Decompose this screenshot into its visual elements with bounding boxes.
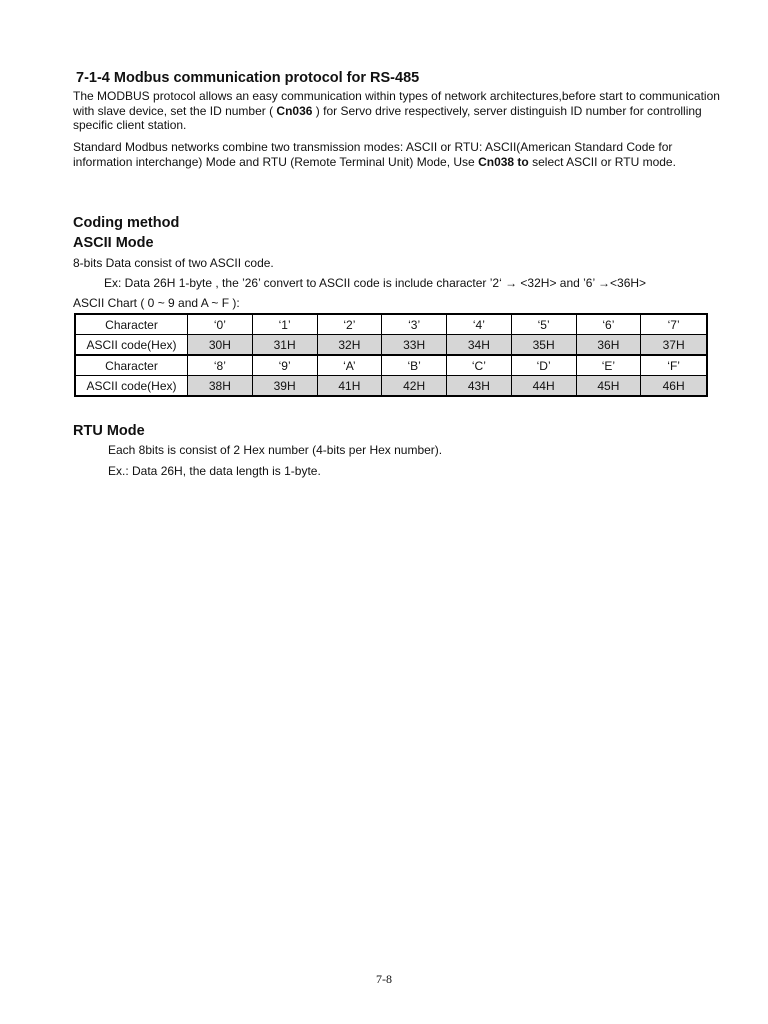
character-cell: ‘1’ [252, 314, 317, 335]
hex-row-label: ASCII code(Hex) [75, 376, 188, 397]
character-cell: ‘4’ [447, 314, 512, 335]
hex-cell: 44H [511, 376, 576, 397]
rtu-mode-heading: RTU Mode [73, 423, 145, 439]
ascii-chart-table [74, 313, 708, 397]
hex-cell: 35H [511, 335, 576, 356]
character-row-label: Character [75, 314, 188, 335]
hex-cell: 32H [317, 335, 382, 356]
character-cell: ‘B’ [382, 355, 447, 376]
intro-paragraph [73, 89, 723, 133]
character-cell: ‘7’ [641, 314, 707, 335]
character-cell: ‘C’ [447, 355, 512, 376]
rtu-description: Each 8bits is consist of 2 Hex number (4-bits per Hex number). [108, 443, 443, 457]
character-row-label: Character [75, 355, 188, 376]
character-cell: ‘F’ [641, 355, 707, 376]
character-cell: ‘5’ [511, 314, 576, 335]
table-row [75, 314, 707, 335]
hex-cell: 41H [317, 376, 382, 397]
hex-cell: 30H [188, 335, 253, 356]
hex-cell: 34H [447, 335, 512, 356]
ascii-description: 8-bits Data consist of two ASCII code. [73, 256, 274, 270]
character-cell: ‘6’ [576, 314, 641, 335]
hex-cell: 39H [252, 376, 317, 397]
hex-cell: 43H [447, 376, 512, 397]
character-cell: ‘E’ [576, 355, 641, 376]
hex-cell: 33H [382, 335, 447, 356]
id-parameter-code: Cn036 [276, 103, 313, 118]
character-cell: ‘D’ [511, 355, 576, 376]
character-cell: ‘0’ [188, 314, 253, 335]
hex-cell: 37H [641, 335, 707, 356]
character-cell: ‘9’ [252, 355, 317, 376]
intro-text-1: The MODBUS protocol allows an easy communication within types of network architectures,before start to communication with slave device, set the ID number ( [73, 89, 720, 118]
hex-cell: 31H [252, 335, 317, 356]
hex-cell: 42H [382, 376, 447, 397]
hex-cell: 46H [641, 376, 707, 397]
rtu-example: Ex.: Data 26H, the data length is 1-byte. [108, 464, 321, 478]
coding-method-heading: Coding method [73, 215, 180, 231]
character-cell: ‘2’ [317, 314, 382, 335]
page-number: 7-8 [376, 972, 392, 986]
table-row [75, 376, 707, 397]
hex-cell: 45H [576, 376, 641, 397]
ascii-example: Ex: Data 26H 1-byte , the ’26’ convert to ASCII code is include character ’2‘ → <32H> and ’6’ →<36H> [104, 276, 647, 290]
ascii-mode-heading: ASCII Mode [73, 235, 154, 251]
modes-paragraph [73, 140, 723, 169]
character-cell: ‘8’ [188, 355, 253, 376]
hex-cell: 36H [576, 335, 641, 356]
section-title: 7-1-4 Modbus communication protocol for RS-485 [76, 70, 420, 86]
character-cell: ‘A’ [317, 355, 382, 376]
mode-parameter-code: Cn038 to [478, 154, 529, 169]
modes-text-1: Standard Modbus networks combine two transmission modes: ASCII or RTU: ASCII(American Standard Code for information interchange) Mode and RTU (Remote Terminal Unit) Mode, Use [73, 140, 673, 169]
table-row [75, 335, 707, 356]
modes-text-2: select ASCII or RTU mode. [528, 154, 676, 169]
table-row [75, 355, 707, 376]
character-cell: ‘3’ [382, 314, 447, 335]
ascii-chart-label: ASCII Chart ( 0 ~ 9 and A ~ F ): [73, 296, 240, 310]
intro-text-2: ) for Servo drive respectively, server distinguish ID number for controlling specific client station. [73, 103, 702, 133]
hex-cell: 38H [188, 376, 253, 397]
hex-row-label: ASCII code(Hex) [75, 335, 188, 356]
